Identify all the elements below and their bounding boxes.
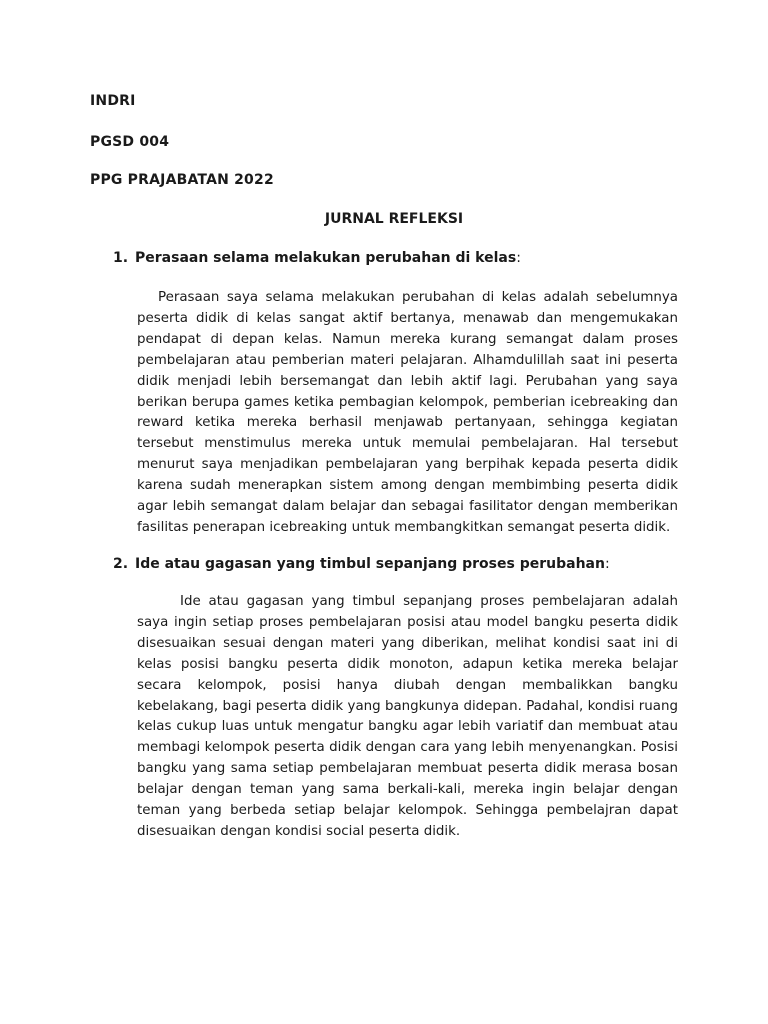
student-id: PGSD 004	[90, 134, 170, 150]
section-heading-text-1: Perasaan selama melakukan perubahan di kelas	[135, 250, 517, 266]
section-heading-2	[113, 556, 610, 572]
author-name: INDRI	[90, 93, 136, 109]
section-body-2: Ide atau gagasan yang timbul sepanjang proses pembelajaran adalah saya ingin setiap proses pembelajaran posisi atau model bangku peserta didik disesuaikan sesuai dengan materi yang diberikan, melihat kondisi saat ini di kelas posisi bangku peserta didik monoton, adapun ketika mereka belajar secara kelompok, posisi hanya diubah dengan membalikkan bangku kebelakang, bagi peserta didik yang bangkunya didepan. Padahal, kondisi ruang kelas cukup luas untuk mengatur bangku agar lebih variatif dan membuat atau membagi kelompok peserta didik dengan cara yang lebih menyenangkan. Posisi bangku yang sama setiap pembelajaran membuat peserta didik merasa bosan belajar dengan teman yang sama berkali-kali, mereka ingin belajar dengan teman yang berbeda setiap belajar kelompok. Sehingga pembelajran dapat disesuaikan dengan kondisi social peserta didik.	[137, 594, 678, 839]
section-heading-text-2: Ide atau gagasan yang timbul sepanjang proses perubahan	[135, 556, 605, 572]
section-heading-colon-1: :	[516, 250, 521, 266]
section-body-1: Perasaan saya selama melakukan perubahan di kelas adalah sebelumnya peserta didik di kelas sangat aktif bertanya, menawab dan mengemukakan pendapat di depan kelas. Namun mereka kurang semangat dalam proses pembelajaran atau pemberian materi pelajaran. Alhamdulillah saat ini peserta didik menjadi lebih bersemangat dan lebih aktif lagi. Perubahan yang saya berikan berupa games ketika pembagian kelompok, pemberian icebreaking dan reward ketika mereka berhasil menjawab pertanyaan, sehingga kegiatan tersebut menstimulus mereka untuk memulai pembelajaran. Hal tersebut menurut saya menjadikan pembelajaran yang berpihak kepada peserta didik karena sudah menerapkan sistem among dengan membimbing peserta didik agar lebih semangat dalam belajar dan sebagai fasilitator dengan memberikan fasilitas penerapan icebreaking untuk membangkitkan semangat peserta didik.	[137, 290, 678, 535]
section-heading-colon-2: :	[604, 556, 610, 572]
section-number-1: 1.	[113, 250, 129, 266]
section-number-2: 2.	[113, 556, 129, 572]
document-title: JURNAL REFLEKSI	[324, 211, 464, 227]
section-heading-1	[113, 250, 521, 266]
program-name: PPG PRAJABATAN 2022	[90, 172, 274, 188]
